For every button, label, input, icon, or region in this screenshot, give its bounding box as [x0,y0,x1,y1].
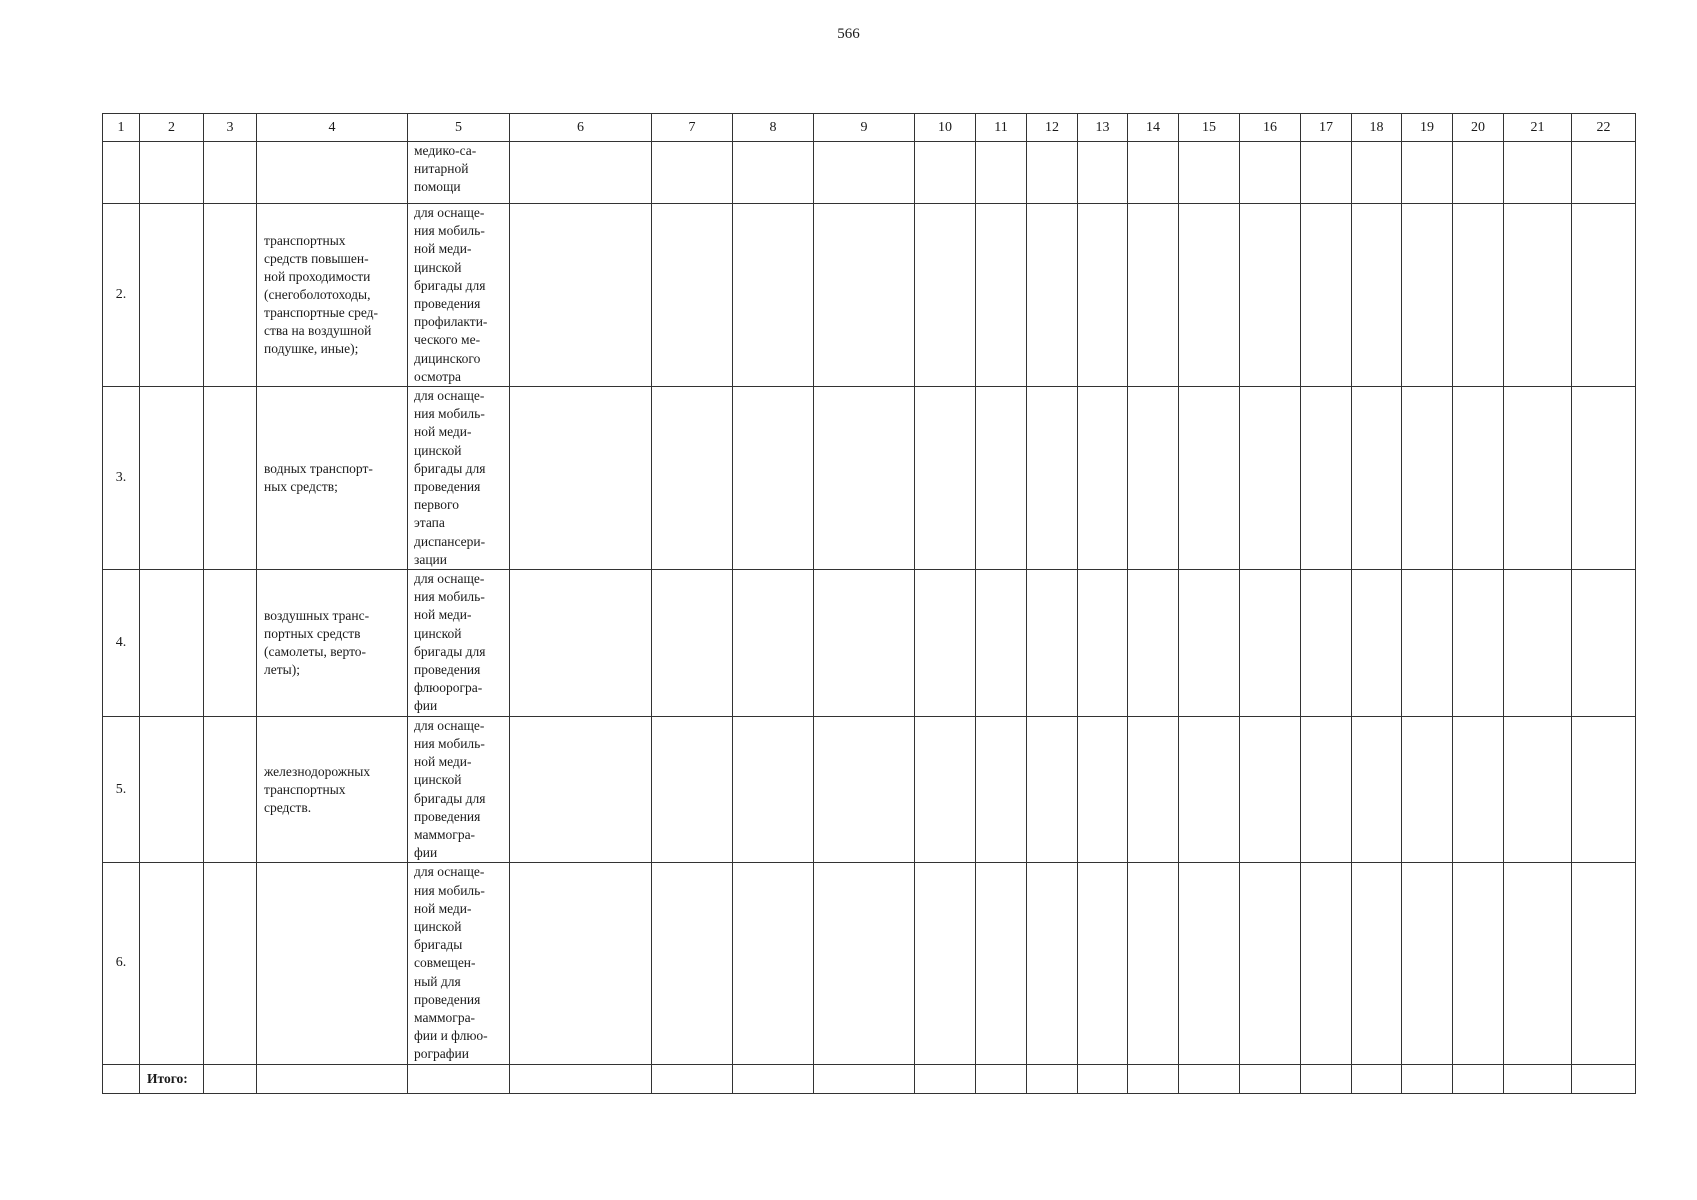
table-cell [733,716,814,863]
table-cell [408,716,510,863]
table-cell [1504,570,1572,717]
table-cell [976,570,1027,717]
table-cell [1128,570,1179,717]
cell-line: (снегоболотоходы, [264,287,371,303]
table-cell [1352,863,1402,1064]
cell-line: ния мобиль- [414,406,485,422]
table-cell [1027,204,1078,387]
table-cell [140,716,204,863]
table-cell [915,1064,976,1093]
column-header-14: 14 [1128,114,1179,142]
table-cell [1301,570,1352,717]
table-cell [257,387,408,570]
table-cell [1453,570,1504,717]
table-cell [1504,716,1572,863]
table-cell: 6. [103,863,140,1064]
column-header-11: 11 [976,114,1027,142]
table-cell [976,387,1027,570]
table-cell [1572,1064,1636,1093]
table-cell [204,1064,257,1093]
column-header-20: 20 [1453,114,1504,142]
table-cell [1572,142,1636,204]
table-cell [204,716,257,863]
table-cell [1402,863,1453,1064]
column-header-19: 19 [1402,114,1453,142]
column-header-22: 22 [1572,114,1636,142]
cell-line: для оснаще- [414,717,485,733]
table-cell [652,387,733,570]
column-header-6: 6 [510,114,652,142]
table-cell [814,204,915,387]
table-cell [915,570,976,717]
cell-line: средств. [264,799,312,815]
table-cell [915,204,976,387]
cell-line: бригады для [414,643,486,659]
cell-line: зации [414,551,447,567]
cell-line: совмещен- [414,955,476,971]
table-cell [510,1064,652,1093]
column-header-16: 16 [1240,114,1301,142]
table-cell [1179,716,1240,863]
table-cell [1128,204,1179,387]
table-cell [1572,570,1636,717]
cell-line: флюорогра- [414,680,483,696]
cell-line: этапа [414,515,445,531]
table-cell [652,1064,733,1093]
cell-line: ной проходимости [264,269,371,285]
table-cell [814,387,915,570]
cell-line: фии [414,845,438,861]
table-cell [510,387,652,570]
table-cell [915,716,976,863]
cell-line: осмотра [414,368,461,384]
column-header-21: 21 [1504,114,1572,142]
cell-line: ной меди- [414,607,472,623]
table-row [103,204,1636,387]
table-cell [652,863,733,1064]
cell-line: транспортных [264,781,346,797]
table-cell: 3. [103,387,140,570]
column-header-1: 1 [103,114,140,142]
cell-line: дицинского [414,350,481,366]
cell-line: диспансери- [414,533,486,549]
table-cell [1402,387,1453,570]
table-cell [1128,1064,1179,1093]
table-cell [1301,204,1352,387]
cell-line: ния мобиль- [414,223,485,239]
table-cell [1128,863,1179,1064]
table-cell [1301,863,1352,1064]
cell-line: ния мобиль- [414,882,485,898]
table-row [103,142,1636,204]
table-cell [510,716,652,863]
table-row [103,387,1636,570]
table-cell [1453,1064,1504,1093]
total-row [103,1064,1636,1093]
cell-line: проведения [414,662,481,678]
cell-line: для оснаще- [414,205,485,220]
table-cell [204,142,257,204]
table-cell [510,142,652,204]
table-cell [408,204,510,387]
column-header-12: 12 [1027,114,1078,142]
table-cell [1128,716,1179,863]
table-cell [814,142,915,204]
table-cell [1027,570,1078,717]
cell-line: для оснаще- [414,864,485,880]
cell-line: бригады для [414,460,486,476]
table-cell [976,204,1027,387]
column-header-7: 7 [652,114,733,142]
table-cell [1240,716,1301,863]
cell-line: цинской [414,259,462,275]
table-cell [103,1064,140,1093]
page-number: 566 [837,26,860,42]
column-header-17: 17 [1301,114,1352,142]
table-cell [1078,863,1128,1064]
table-cell [1402,570,1453,717]
cell-line: леты); [264,661,300,677]
table-cell [733,863,814,1064]
table-cell [408,1064,510,1093]
table-cell [1078,387,1128,570]
table-cell [1402,142,1453,204]
table-cell [1301,387,1352,570]
table-cell: 5. [103,716,140,863]
table-cell [1301,716,1352,863]
table-cell [1453,716,1504,863]
table-cell [1453,863,1504,1064]
table-cell [140,204,204,387]
cell-line: бригады [414,937,463,953]
table-cell [408,387,510,570]
table-cell [733,204,814,387]
table-body [103,142,1636,1094]
cell-line: для оснаще- [414,571,485,587]
table-cell [1078,1064,1128,1093]
table-cell [1352,142,1402,204]
table-cell [1240,1064,1301,1093]
cell-line: нитарной [414,161,469,177]
table-cell [510,570,652,717]
table-cell [1128,142,1179,204]
cell-line: фии [414,698,438,714]
table-cell [204,387,257,570]
cell-line: железнодорожных [264,763,371,779]
table-cell [140,863,204,1064]
table-cell [1027,716,1078,863]
table-cell [1572,204,1636,387]
cell-line: ния мобиль- [414,589,485,605]
table-cell [976,142,1027,204]
table-cell [1504,142,1572,204]
cell-line: ных средств; [264,479,338,495]
table-cell [1179,1064,1240,1093]
table-cell [915,142,976,204]
table-cell [1301,142,1352,204]
table-cell [652,204,733,387]
cell-line: рографии [414,1046,469,1062]
table-cell [1572,863,1636,1064]
table-cell [1240,863,1301,1064]
table-cell [204,863,257,1064]
table-cell [257,142,408,204]
cell-line: подушке, иные); [264,341,359,357]
table-cell [204,570,257,717]
table-cell [733,387,814,570]
table-cell [1027,863,1078,1064]
table-cell [733,142,814,204]
cell-line: цинской [414,625,462,641]
table-cell [1027,387,1078,570]
cell-line: первого [414,497,459,513]
table-cell [733,570,814,717]
column-header-15: 15 [1179,114,1240,142]
cell-line: для оснаще- [414,388,485,404]
cell-line: проведения [414,296,481,312]
data-table [102,113,1636,1094]
table-cell [1078,570,1128,717]
cell-line: маммогра- [414,826,476,842]
table-cell [814,570,915,717]
table-cell [1078,142,1128,204]
table-row [103,570,1636,717]
cell-line: средств повышен- [264,251,369,267]
table-cell [204,204,257,387]
cell-line: транспортные сред- [264,305,379,321]
column-header-8: 8 [733,114,814,142]
cell-line: цинской [414,772,462,788]
table-cell [652,716,733,863]
cell-line: ной меди- [414,754,472,770]
cell-line: медико-са- [414,143,477,158]
table-cell [140,142,204,204]
table-cell [915,387,976,570]
cell-line: портных средств [264,625,361,641]
cell-line: маммогра- [414,1009,476,1025]
table-cell [1240,387,1301,570]
cell-line: ческого ме- [414,332,481,348]
table-cell [1572,716,1636,863]
table-cell [1504,863,1572,1064]
table-cell [1240,570,1301,717]
table-cell [140,570,204,717]
table-cell [1352,387,1402,570]
table-cell [1402,204,1453,387]
table-cell [976,716,1027,863]
cell-line: профилакти- [414,314,488,330]
table-cell [814,1064,915,1093]
table-cell [1572,387,1636,570]
table-cell [1128,387,1179,570]
table-cell [257,863,408,1064]
table-cell [1352,716,1402,863]
table-cell [1402,716,1453,863]
table-cell [1453,204,1504,387]
cell-line: бригады для [414,790,486,806]
table-row [103,863,1636,1064]
table-cell [1078,716,1128,863]
cell-line: проведения [414,479,481,495]
cell-line: ния мобиль- [414,735,485,751]
table-cell [1179,387,1240,570]
table-cell [408,142,510,204]
table-cell [733,1064,814,1093]
cell-line: помощи [414,179,461,195]
column-header-3: 3 [204,114,257,142]
table-cell [1453,387,1504,570]
table-cell [1240,142,1301,204]
table-cell [814,716,915,863]
cell-line: ный для [414,973,461,989]
cell-line: проведения [414,808,481,824]
cell-line: фии и флюо- [414,1028,488,1044]
cell-line: ной меди- [414,900,472,916]
table-cell [652,142,733,204]
table-cell [1179,142,1240,204]
table-cell [1402,1064,1453,1093]
table-cell [510,204,652,387]
table-cell [1352,1064,1402,1093]
table-cell [408,570,510,717]
column-header-9: 9 [814,114,915,142]
total-label: Итого: [140,1064,204,1093]
table-cell [652,570,733,717]
table-cell [408,863,510,1064]
column-header-10: 10 [915,114,976,142]
cell-line: ства на воздушной [264,323,372,339]
table-cell [1179,863,1240,1064]
header-row [103,114,1636,142]
table-cell [1453,142,1504,204]
cell-line: цинской [414,918,462,934]
table-cell [976,863,1027,1064]
cell-line: ной меди- [414,241,472,257]
cell-line: ной меди- [414,424,472,440]
table-cell [510,863,652,1064]
table-cell [257,570,408,717]
column-header-2: 2 [140,114,204,142]
table-cell [1027,142,1078,204]
table-cell [1240,204,1301,387]
table-cell [257,204,408,387]
table-cell [1504,204,1572,387]
table-cell: 2. [103,204,140,387]
column-header-4: 4 [257,114,408,142]
table-cell: 4. [103,570,140,717]
cell-line: бригады для [414,277,486,293]
column-header-18: 18 [1352,114,1402,142]
cell-line: водных транспорт- [264,461,373,477]
table-row [103,716,1636,863]
table-cell [1179,204,1240,387]
table-cell [257,716,408,863]
table-cell [1352,204,1402,387]
table-cell [1027,1064,1078,1093]
table-cell [1078,204,1128,387]
table-cell [1504,1064,1572,1093]
cell-line: транспортных [264,233,346,249]
column-header-13: 13 [1078,114,1128,142]
table-cell [1504,387,1572,570]
table-cell [1301,1064,1352,1093]
table-cell [814,863,915,1064]
table-cell [257,1064,408,1093]
table-cell [1179,570,1240,717]
table-cell [103,142,140,204]
cell-line: проведения [414,991,481,1007]
table-cell [140,387,204,570]
table-cell [976,1064,1027,1093]
column-header-5: 5 [408,114,510,142]
table-cell [1352,570,1402,717]
cell-line: (самолеты, верто- [264,643,367,659]
table-cell [915,863,976,1064]
cell-line: воздушных транс- [264,607,370,623]
cell-line: цинской [414,442,462,458]
